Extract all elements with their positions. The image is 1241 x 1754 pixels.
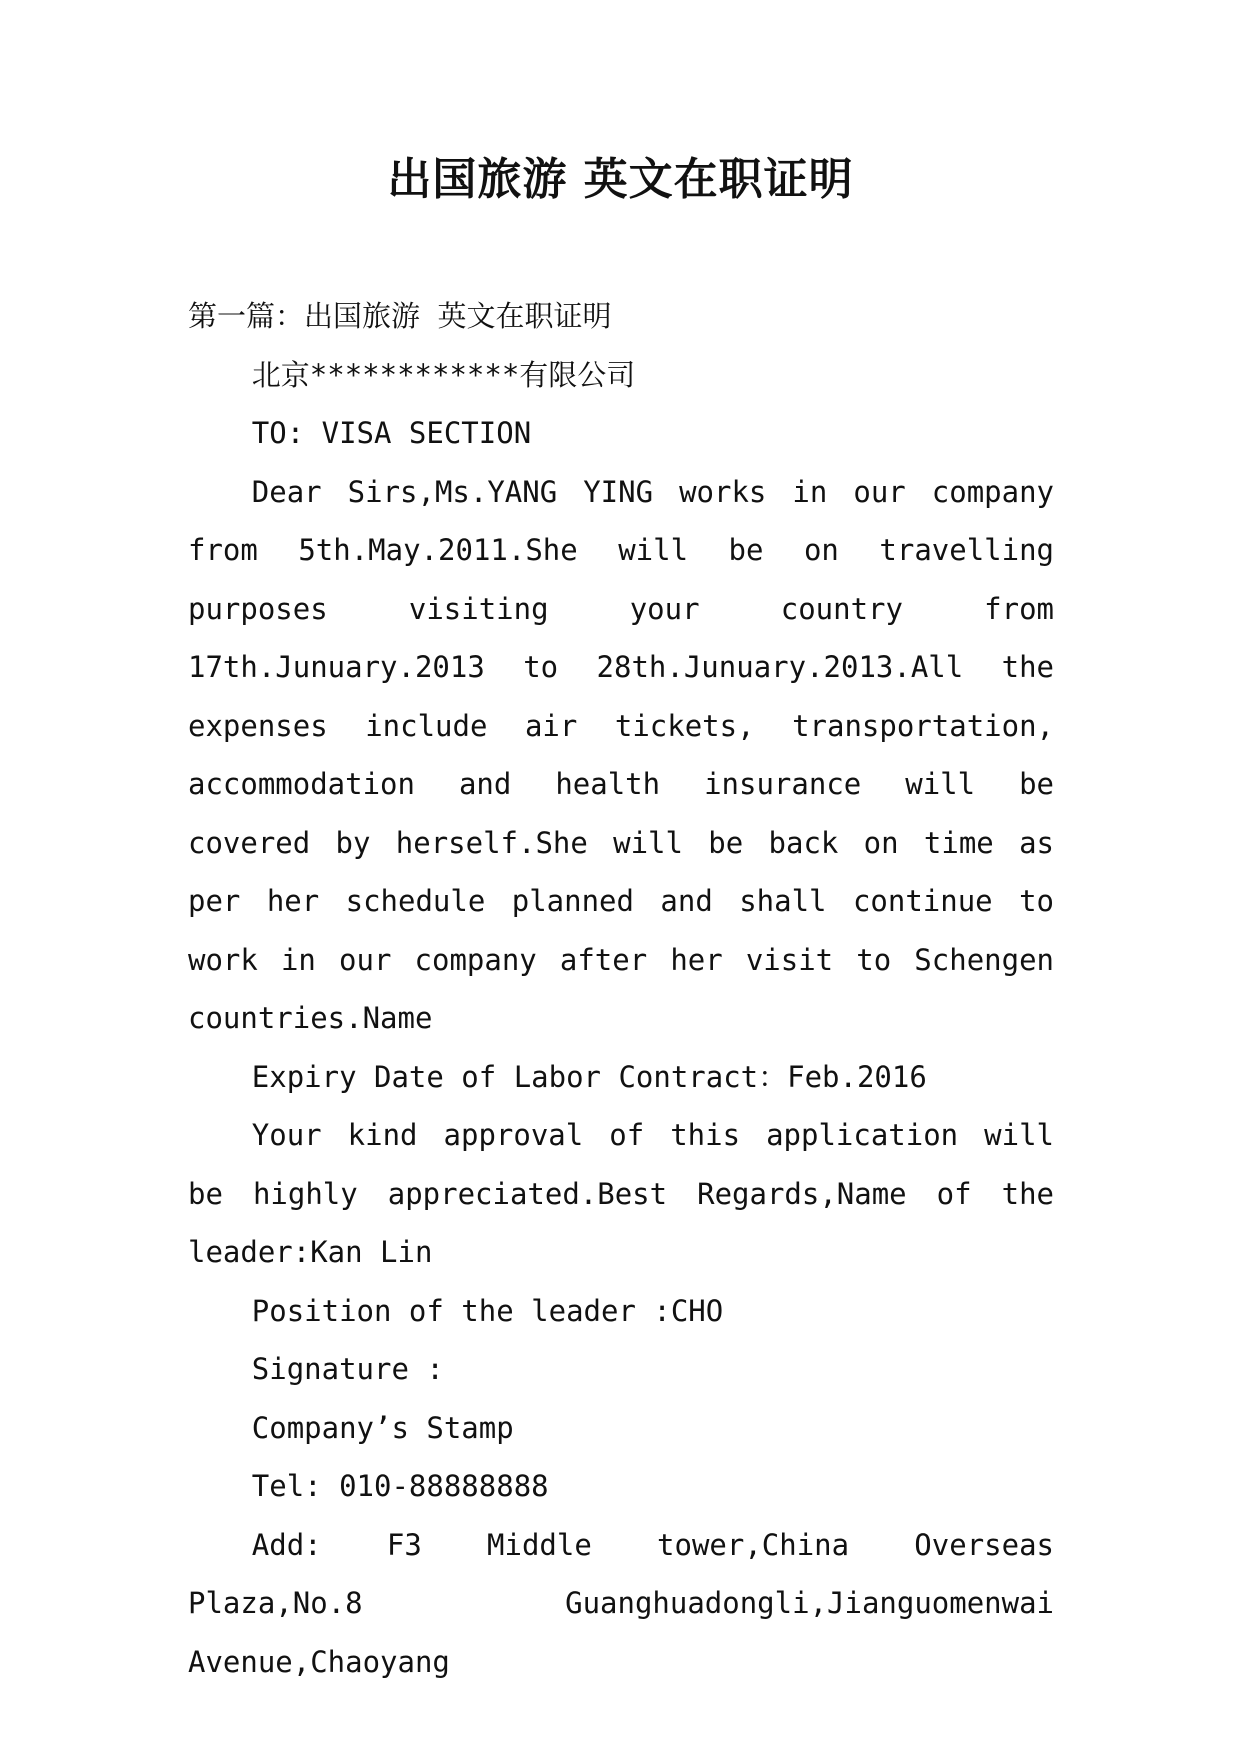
address-paragraph: Add: F3 Middle tower,China Overseas Plaza,No.8 Guanghuadongli,Jianguomenwai Avenue,Chaoyang bbox=[188, 1527, 1054, 1679]
letter-body-paragraph: Dear Sirs,Ms.YANG YING works in our company from 5th.May.2011.She will be on travelling purposes visiting your country from 17th.Junuary.2013 to 28th.Junuary.2013.All the expenses include air tickets, transportation, accommodation and health insurance will be covered by herself.She will be back on time as per her schedule planned and shall continue to work in our company after her visit to Schengen countries.Name bbox=[188, 474, 1054, 1035]
contract-expiry-line: Expiry Date of Labor Contract：Feb.2016 bbox=[251, 1059, 927, 1094]
section-heading: 第一篇：出国旅游 英文在职证明 bbox=[188, 299, 612, 333]
signature-line: Signature : bbox=[251, 1352, 444, 1386]
approval-paragraph: Your kind approval of this application will be highly appreciated.Best Regards,Name of the leader:Kan Lin bbox=[188, 1118, 1054, 1269]
telephone-line: Tel: 010-88888888 bbox=[251, 1469, 549, 1503]
document-title: 出国旅游 英文在职证明 bbox=[387, 154, 854, 205]
leader-position-line: Position of the leader :CHO bbox=[251, 1293, 724, 1328]
company-name: 北京************有限公司 bbox=[251, 357, 636, 392]
recipient-line: TO: VISA SECTION bbox=[251, 416, 532, 450]
document-body bbox=[188, 287, 1054, 1691]
company-stamp-line: Company’s Stamp bbox=[251, 1410, 514, 1445]
